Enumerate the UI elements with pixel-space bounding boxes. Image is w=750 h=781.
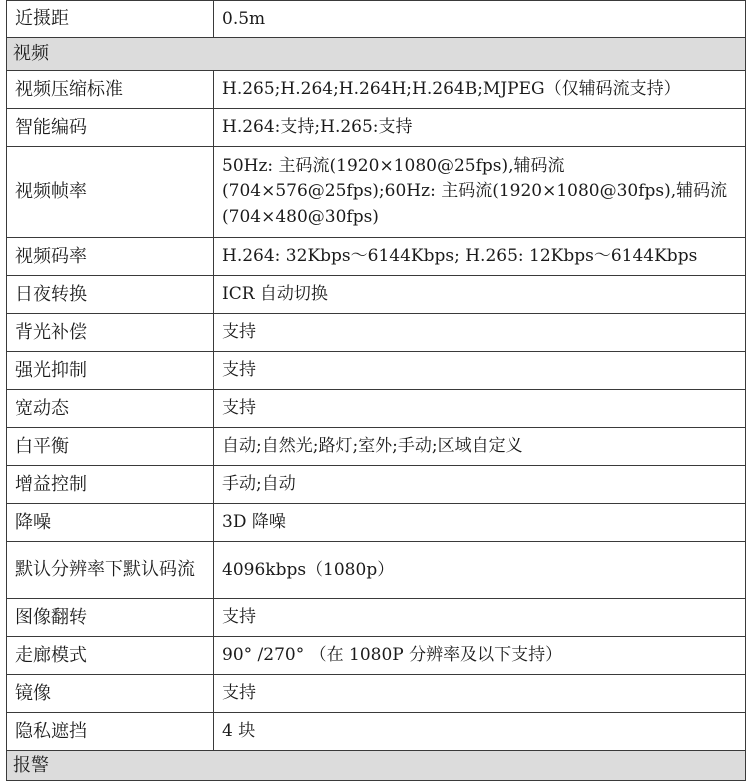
row-value: 自动;自然光;路灯;室外;手动;区域自定义 <box>214 428 746 466</box>
row-label: 智能编码 <box>7 109 214 147</box>
row-label: 增益控制 <box>7 466 214 504</box>
row-value: 90° /270° （在 1080P 分辨率及以下支持） <box>214 637 746 675</box>
row-value: 3D 降噪 <box>214 504 746 542</box>
table-row <box>7 675 746 713</box>
table-row <box>7 504 746 542</box>
row-value: 支持 <box>214 599 746 637</box>
row-value: 手动;自动 <box>214 466 746 504</box>
table-row <box>7 352 746 390</box>
row-label: 图像翻转 <box>7 599 214 637</box>
row-value: H.264:支持;H.265:支持 <box>214 109 746 147</box>
table-row <box>7 276 746 314</box>
row-value: ICR 自动切换 <box>214 276 746 314</box>
row-value: 0.5m <box>214 1 746 38</box>
table-row <box>7 637 746 675</box>
table-row <box>7 542 746 599</box>
table-row <box>7 71 746 109</box>
row-label: 降噪 <box>7 504 214 542</box>
section-title: 报警 <box>7 751 746 781</box>
row-label: 近摄距 <box>7 1 214 38</box>
row-value: 支持 <box>214 390 746 428</box>
spec-table <box>6 0 746 781</box>
section-title: 视频 <box>7 38 746 71</box>
spec-sheet <box>6 0 746 781</box>
table-row <box>7 314 746 352</box>
table-row <box>7 466 746 504</box>
table-row <box>7 390 746 428</box>
table-row <box>7 599 746 637</box>
row-value: H.264: 32Kbps～6144Kbps; H.265: 12Kbps～6144Kbps <box>214 238 746 276</box>
row-label: 视频帧率 <box>7 147 214 238</box>
row-label: 走廊模式 <box>7 637 214 675</box>
row-label: 视频码率 <box>7 238 214 276</box>
row-value: 4 块 <box>214 713 746 751</box>
row-label: 背光补偿 <box>7 314 214 352</box>
row-value: 支持 <box>214 675 746 713</box>
row-label: 隐私遮挡 <box>7 713 214 751</box>
table-row <box>7 109 746 147</box>
row-label: 默认分辨率下默认码流 <box>7 542 214 599</box>
row-label: 宽动态 <box>7 390 214 428</box>
row-label: 日夜转换 <box>7 276 214 314</box>
row-value: H.265;H.264;H.264H;H.264B;MJPEG（仅辅码流支持） <box>214 71 746 109</box>
row-value: 支持 <box>214 314 746 352</box>
row-value: 4096kbps（1080p） <box>214 542 746 599</box>
table-row <box>7 1 746 38</box>
row-value: 支持 <box>214 352 746 390</box>
table-row <box>7 428 746 466</box>
row-label: 白平衡 <box>7 428 214 466</box>
row-label: 视频压缩标准 <box>7 71 214 109</box>
section-header-video <box>7 38 746 71</box>
row-label: 强光抑制 <box>7 352 214 390</box>
row-label: 镜像 <box>7 675 214 713</box>
section-header-alarm <box>7 751 746 781</box>
table-row <box>7 147 746 238</box>
table-row <box>7 713 746 751</box>
row-value: 50Hz: 主码流(1920×1080@25fps),辅码流(704×576@25fps);60Hz: 主码流(1920×1080@30fps),辅码流(704×480@30fps) <box>214 147 746 238</box>
table-row <box>7 238 746 276</box>
